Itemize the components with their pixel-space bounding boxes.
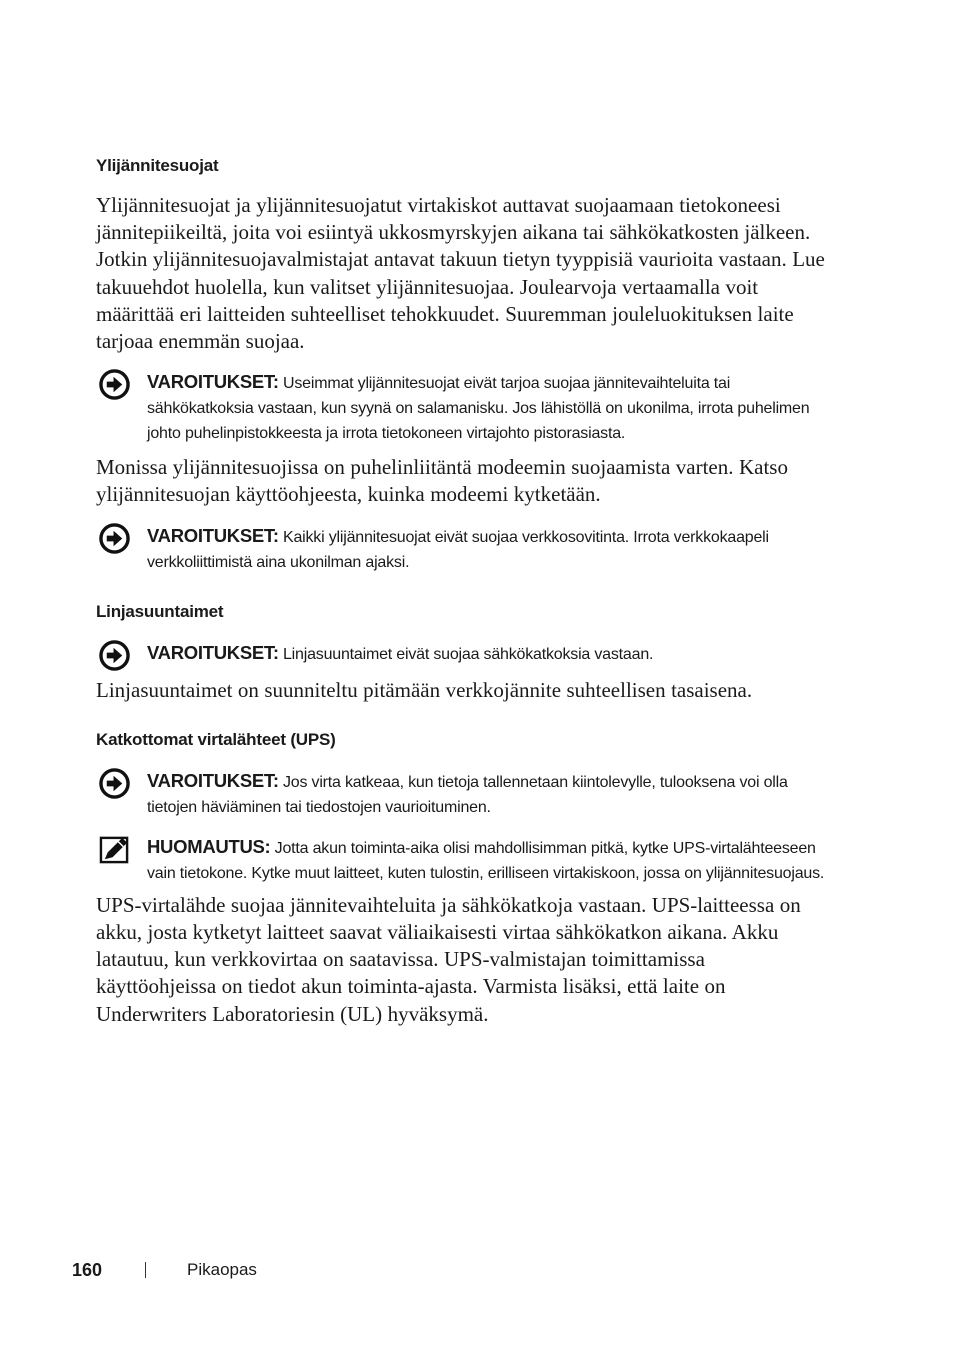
warning-text xyxy=(147,640,826,667)
warning-text xyxy=(147,523,826,575)
warning-body: Linjasuuntaimet eivät suojaa sähkökatkoksia vastaan. xyxy=(282,645,654,663)
note-body: Jotta akun toiminta-aika olisi mahdollisimman pitkä, kytke UPS-virtalähteeseen vain tietokone. Kytke muut laitteet, kuten tulostin, erilliseen virtakiskoon, jossa on ylijännitesuojaus. xyxy=(147,839,825,882)
note-label: HUOMAUTUS: xyxy=(147,835,271,857)
warning-label: VAROITUKSET: xyxy=(147,641,279,663)
footer-divider xyxy=(145,1262,146,1278)
warning-icon xyxy=(99,640,130,671)
warning-body: Useimmat ylijännitesuojat eivät tarjoa suojaa jännitevaihteluita tai sähkökatkoksia vastaan, kun syynä on salamanisku. Jos lähistöllä on ukonilma, irrota puhelimen johto puhelinpistokkeesta ja irrota tietokoneen virtajohto pistorasiasta. xyxy=(147,375,810,443)
surge-protectors-paragraph: Ylijännitesuojat ja ylijännitesuojatut virtakiskot auttavat suojaamaan tietokoneesi jännitepiikeiltä, joita voi esiintyä ukkosmyrskyjen aikana tai sähkökatkosten jälkeen. Jotkin ylijännitesuojavalmistajat antavat takuun tietyn tyyppisiä vaurioita vastaan. Lue takuuehdot huolella, kun valitset ylijännitesuojaa. Joulearvoja vertaamalla voit määrittää eri laitteiden suhteelliset tehokkuudet. Suuremman jouleluokituksen laite tarjoaa enemmän suojaa. xyxy=(96,193,825,354)
section-heading-surge-protectors: Ylijännitesuojat xyxy=(96,156,219,175)
note-text xyxy=(147,834,826,886)
warning-label: VAROITUKSET: xyxy=(147,371,279,393)
page-number: 160 xyxy=(72,1260,103,1280)
warning-notice xyxy=(96,640,826,667)
note-pencil-icon xyxy=(99,834,130,865)
modem-paragraph: Monissa ylijännitesuojissa on puhelinliitäntä modeemin suojaamista varten. Katso ylijännitesuojan käyttöohjeesta, kuinka modeemi kytketään. xyxy=(96,455,788,507)
warning-body: Jos virta katkeaa, kun tietoja tallennetaan kiintolevylle, tulooksena voi olla tietojen häviäminen tai tiedostojen vaurioituminen. xyxy=(147,773,788,816)
book-title: Pikaopas xyxy=(187,1260,257,1279)
warning-text xyxy=(147,369,826,446)
section-heading-ups: Katkottomat virtalähteet (UPS) xyxy=(96,729,336,749)
warning-label: VAROITUKSET: xyxy=(147,524,279,546)
warning-icon xyxy=(99,369,130,400)
page-content xyxy=(96,154,826,1028)
warning-icon xyxy=(99,523,130,554)
warning-body: Kaikki ylijännitesuojat eivät suojaa verkkosovitinta. Irrota verkkokaapeli verkkoliittimistä aina ukonilman ajaksi. xyxy=(147,528,769,571)
warning-notice xyxy=(96,523,826,575)
warning-label: VAROITUKSET: xyxy=(147,769,279,791)
warning-notice xyxy=(96,369,826,446)
warning-text xyxy=(147,768,826,820)
warning-notice xyxy=(96,768,826,820)
note-notice xyxy=(96,834,826,886)
warning-icon xyxy=(99,768,130,799)
section-heading-line-conditioners: Linjasuuntaimet xyxy=(96,601,224,621)
ups-paragraph: UPS-virtalähde suojaa jännitevaihteluita ja sähkökatkoja vastaan. UPS-laitteessa on akku, josta kytketyt laitteet saavat väliaikaisesti virtaa sähkökatkon aikana. Akku latautuu, kun verkkovirtaa on saatavissa. UPS-valmistajan toimittamissa käyttöohjeissa on tiedot akun toiminta-ajasta. Varmista lisäksi, että laite on Underwriters Laboratoriesin (UL) hyväksymä. xyxy=(96,892,801,1026)
line-conditioners-paragraph: Linjasuuntaimet on suunniteltu pitämään verkkojännite suhteellisen tasaisena. xyxy=(96,677,753,702)
